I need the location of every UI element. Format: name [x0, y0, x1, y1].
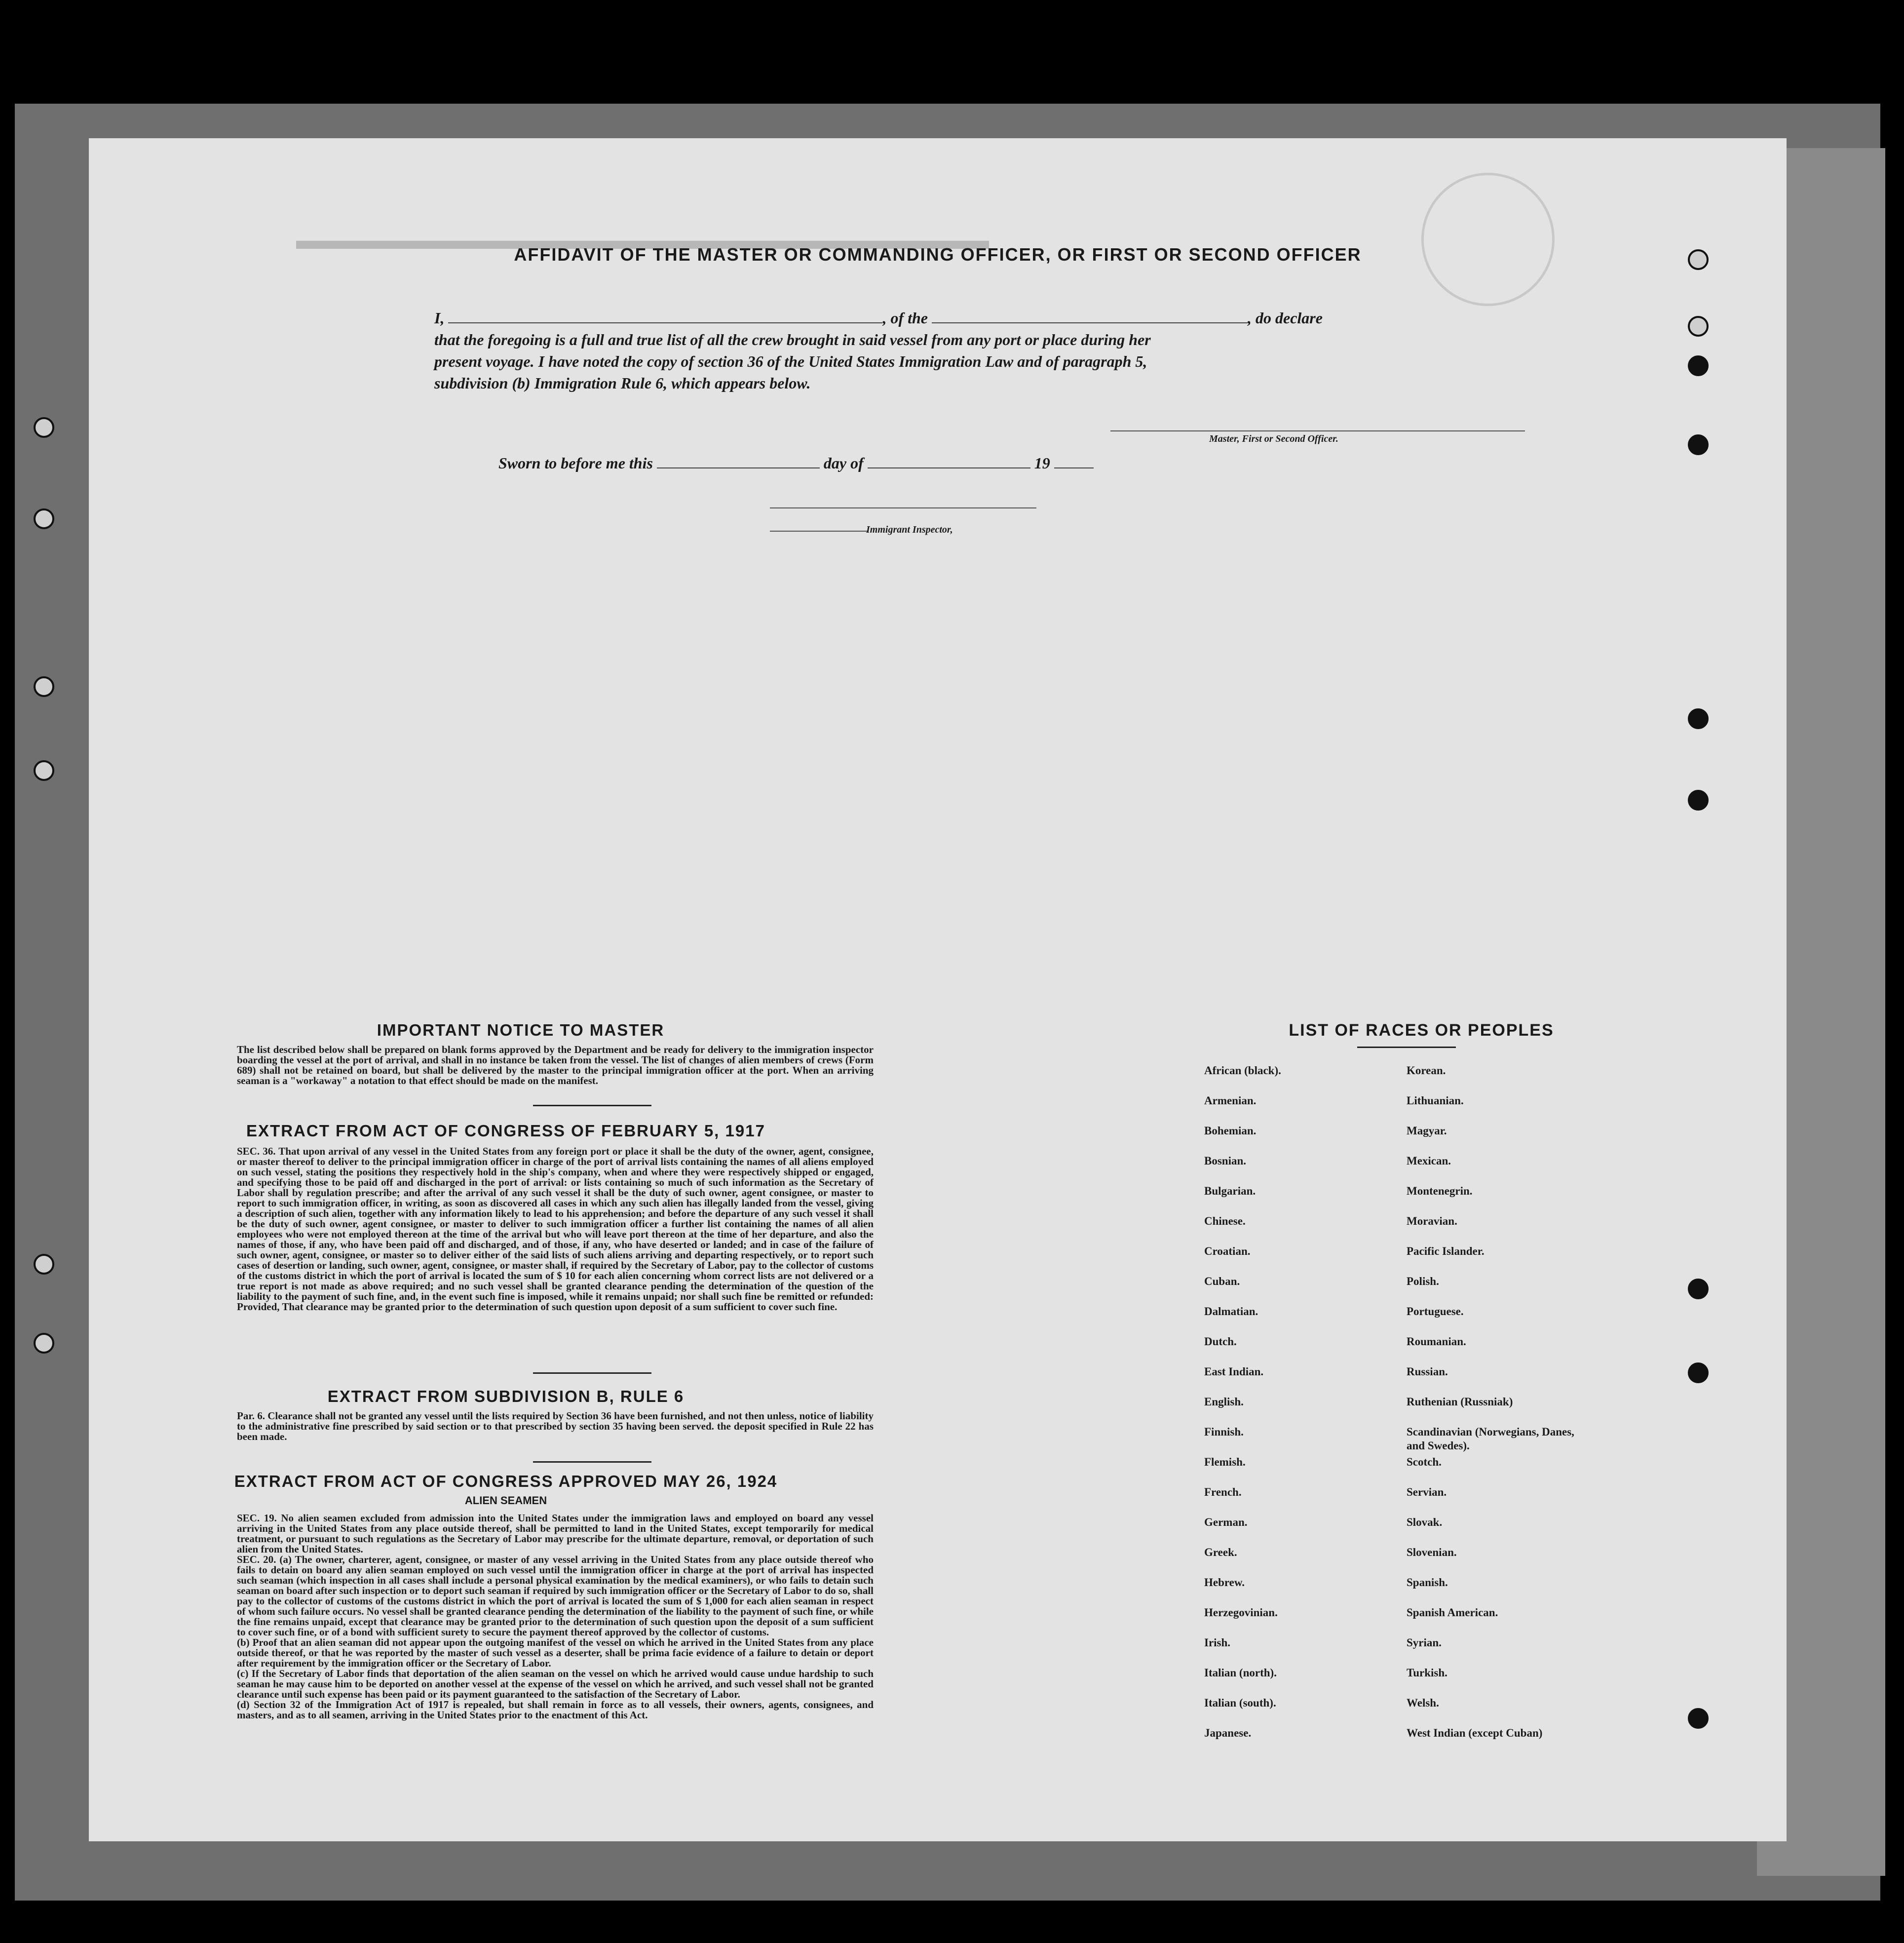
race-item: Russian. — [1407, 1365, 1448, 1378]
sworn-text: Sworn to before me this — [498, 454, 653, 472]
punch-hole — [1688, 708, 1709, 729]
race-item: Scandinavian (Norwegians, Danes, and Swedes). — [1407, 1426, 1574, 1452]
punch-hole — [1688, 434, 1709, 455]
act-1917-body: SEC. 36. That upon arrival of any vessel in the United States from any foreign port or place it shall be the duty of the owner, agent, consignee, or master thereof to deliver to the principal immigration officer in charge of the port of arrival lists containing the names of all aliens employed on such vessel, stating the positions they respectively hold in the ship's company, when and where they were respectively shipped or engaged, and specifying those to be paid off and discharged in the port of arrival: or lists containing so much of such information as the Secretary of Labor shall by regulation prescribe; and after the arrival of any such vessel it shall be the duty of such owner, agent consignee, or master to report to such immigration officer, in writing, as soon as discovered all cases in which any such alien has illegally landed from the vessel, giving a description of such alien, together with any information likely to lead to his apprehension; and before the departure of any such vessel it shall be the duty of such owner, agent consignee, or master to deliver to such immigration officer a further list containing the names of all alien employees who were not employed thereon at the time of the arrival but who will leave port thereon at the time of her departure, and also the names of those, if any, who have been paid off and discharged, and of those, if any, who have deserted or landed; and in case of the failure of such owner, agent, consignee, or master so to deliver either of the said lists of such aliens arriving and departing respectively, or to report such cases of desertion or landing, such owner, agent, consignee, or master shall, if required by the Secretary of Labor, pay to the collector of customs of the customs district in which the port of arrival is located the sum of $ 10 for each alien concerning whom correct lists are not delivered or a true report is not made as above required; and no such vessel shall be granted clearance pending the determination of the question of the liability to the payment of such fine, and, in the event such fine is imposed, while it remains unpaid; nor shall such fine be remitted or refunded: Provided, That clearance may be granted prior to the determination of such question upon deposit of a sum sufficient to cover such fine. — [237, 1145, 874, 1313]
race-item: French. — [1204, 1486, 1242, 1498]
races-column-2 — [1407, 1064, 1594, 1756]
race-item: Servian. — [1407, 1486, 1447, 1498]
race-item: Slovak. — [1407, 1516, 1443, 1528]
punch-hole — [1688, 355, 1709, 376]
act-1924-subtitle: ALIEN SEAMEN — [464, 1494, 547, 1507]
race-item: Hebrew. — [1204, 1576, 1245, 1589]
affidavit-line-4: subdivision (b) Immigration Rule 6, which appears below. — [434, 374, 811, 392]
act-1924-sec-19: SEC. 19. No alien seamen excluded from admission into the United States under the immigration laws and employed on board any vessel arriving in the United States from any place outside thereof, shall be permitted to land in the United States, except temporarily for medical treatment, or pursuant to such regulations as the Secretary of Labor may prescribe for the ultimate departure, removal, or deportation of such alien from the United States. — [237, 1512, 874, 1555]
binding-hole — [34, 760, 54, 781]
affidavit-i: I, — [434, 309, 445, 327]
race-item: Scotch. — [1407, 1456, 1442, 1468]
binding-hole — [34, 508, 54, 529]
act-1924-sec-20d: (d) Section 32 of the Immigration Act of 1917 is repealed, but shall remain in force as to all vessels, their owners, agents, consignees, and masters, and as to all seamen, arriving in the United States prior to the enactment of this Act. — [237, 1699, 874, 1721]
master-caption: Master, First or Second Officer. — [1209, 433, 1338, 444]
inspector-signature-line[interactable] — [770, 507, 1036, 508]
vessel-name-blank[interactable] — [932, 309, 1248, 323]
affidavit-declaration-line — [434, 307, 1461, 329]
punch-hole — [1688, 790, 1709, 811]
divider — [533, 1105, 651, 1106]
sworn-line — [498, 452, 1239, 474]
binding-hole — [34, 417, 54, 438]
race-item: Mexican. — [1407, 1155, 1451, 1167]
act-1917-title: EXTRACT FROM ACT OF CONGRESS OF FEBRUARY 5, 1917 — [246, 1122, 765, 1140]
inspector-caption: Immigrant Inspector, — [866, 524, 953, 535]
divider — [533, 1461, 651, 1463]
punch-hole — [1688, 249, 1709, 270]
sworn-year-blank[interactable] — [1054, 454, 1094, 468]
race-item: Welsh. — [1407, 1697, 1439, 1709]
sworn-month-blank[interactable] — [868, 454, 1030, 468]
punch-hole — [1688, 1708, 1709, 1729]
race-item: Montenegrin. — [1407, 1185, 1473, 1197]
races-divider — [1357, 1047, 1456, 1048]
rule-6-title: EXTRACT FROM SUBDIVISION B, RULE 6 — [327, 1387, 685, 1405]
race-item: Pacific Islander. — [1407, 1245, 1485, 1257]
race-item: African (black). — [1204, 1064, 1281, 1077]
binding-hole — [34, 676, 54, 697]
race-item: Italian (north). — [1204, 1667, 1277, 1679]
race-item: Italian (south). — [1204, 1697, 1276, 1709]
race-item: Moravian. — [1407, 1215, 1457, 1227]
punch-hole — [1688, 316, 1709, 337]
race-item: Portuguese. — [1407, 1305, 1464, 1318]
race-item: Flemish. — [1204, 1456, 1246, 1468]
affidavit-line-2: that the foregoing is a full and true list of all the crew brought in said vessel from any port or place during her — [434, 331, 1151, 349]
race-item: Lithuanian. — [1407, 1094, 1464, 1107]
race-item: Cuban. — [1204, 1275, 1240, 1287]
race-item: Korean. — [1407, 1064, 1446, 1077]
race-item: Syrian. — [1407, 1636, 1442, 1649]
sworn-day-blank[interactable] — [657, 454, 820, 468]
race-item: Greek. — [1204, 1546, 1237, 1558]
punch-hole — [1688, 1362, 1709, 1383]
race-item: Roumanian. — [1407, 1335, 1466, 1348]
bleed-through-text: ▬▬▬▬▬▬▬▬▬▬▬▬▬▬▬▬▬▬▬▬▬▬▬▬▬▬ — [296, 225, 989, 255]
affidavit-of-the: , of the — [882, 309, 928, 327]
race-item: Polish. — [1407, 1275, 1439, 1287]
race-item: East Indian. — [1204, 1365, 1264, 1378]
act-1924-sec-20c: (c) If the Secretary of Labor finds that deportation of the alien seaman on the vessel on which he arrived would cause undue hardship to such seaman he may cause him to be deported on another vessel at the expense of the vessel on which he arrived, and such vessel shall not be granted clearance until such expense has been paid or its payment guaranteed to the satisfaction of the Secretary of Labor. — [237, 1668, 874, 1700]
rule-6-body: Par. 6. Clearance shall not be granted any vessel until the lists required by Section 36 have been furnished, and not then unless, notice of liability to the administrative fine prescribed by said section or to that prescribed by section 35 having been served. the deposit specified in Rule 22 has been made. — [237, 1410, 874, 1442]
punch-hole — [1688, 1279, 1709, 1299]
race-item: Bohemian. — [1204, 1125, 1257, 1137]
race-item: Armenian. — [1204, 1094, 1257, 1107]
act-1924-title: EXTRACT FROM ACT OF CONGRESS APPROVED MAY 26, 1924 — [234, 1472, 778, 1490]
sworn-day-of: day of — [823, 454, 864, 472]
race-item: Bulgarian. — [1204, 1185, 1256, 1197]
document-page — [89, 138, 1787, 1841]
race-item: Japanese. — [1204, 1727, 1252, 1739]
race-item: Slovenian. — [1407, 1546, 1457, 1558]
race-item: German. — [1204, 1516, 1248, 1528]
act-1924-body — [237, 1513, 874, 1720]
affidavit-title: AFFIDAVIT OF THE MASTER OR COMMANDING OFFICER, OR FIRST OR SECOND OFFICER — [514, 244, 1362, 265]
affidavit-do-declare: , do declare — [1248, 309, 1323, 327]
races-title: LIST OF RACES OR PEOPLES — [1289, 1021, 1554, 1040]
notice-title: IMPORTANT NOTICE TO MASTER — [377, 1021, 665, 1039]
race-item: Dalmatian. — [1204, 1305, 1258, 1318]
race-item: Croatian. — [1204, 1245, 1251, 1257]
master-name-blank[interactable] — [448, 309, 882, 323]
notice-body: The list described below shall be prepared on blank forms approved by the Department and be ready for delivery to the immigration inspector boarding the vessel at the port of arrival, and shall in no instance be taken from the vessel. The list of changes of alien members of crews (Form 689) shall not be retained on board, but shall be delivered by the master to the principal immigration officer at the port. When an arriving seaman is a "workaway" a notation to that effect should be made on the manifest. — [237, 1044, 874, 1087]
seal-stamp — [1421, 173, 1555, 306]
race-item: Spanish. — [1407, 1576, 1448, 1589]
race-item: Dutch. — [1204, 1335, 1237, 1348]
master-signature-line[interactable] — [1110, 430, 1525, 431]
race-item: Finnish. — [1204, 1426, 1244, 1438]
divider — [533, 1372, 651, 1374]
race-item: West Indian (except Cuban) — [1407, 1727, 1543, 1739]
race-item: Bosnian. — [1204, 1155, 1247, 1167]
race-item: English. — [1204, 1396, 1244, 1408]
inspector-caption-line — [770, 531, 869, 532]
races-column-1 — [1204, 1064, 1392, 1756]
race-item: Turkish. — [1407, 1667, 1447, 1679]
race-item: Chinese. — [1204, 1215, 1246, 1227]
race-item: Magyar. — [1407, 1125, 1447, 1137]
binding-hole — [34, 1254, 54, 1275]
act-1924-sec-20a: SEC. 20. (a) The owner, charterer, agent, consignee, or master of any vessel arriving in the United States from any place outside thereof who fails to detain on board any alien seaman employed on such vessel until the immigration officer in charge at the port of arrival has inspected such seaman (which inspection in all cases shall include a personal physical examination by the medical examiners), or who fails to detain such seaman on board after such inspection or to deport such seaman if required by such immigration officer or the Secretary of Labor to do so, shall pay to the collector of customs of the customs district in which the port of arrival is located the sum of $ 1,000 for each alien seaman in respect of whom such failure occurs. No vessel shall be granted clearance pending the determination of the liability to the payment of such fine, or while the fine remains unpaid, except that clearance may be granted prior to the determination of such question upon the deposit of a sum sufficient to cover such fine, or of a bond with sufficient surety to secure the payment thereof approved by the collector of customs. — [237, 1554, 874, 1638]
sworn-year-prefix: 19 — [1034, 454, 1050, 472]
race-item: Herzegovinian. — [1204, 1606, 1278, 1619]
binding-hole — [34, 1333, 54, 1354]
affidavit-line-3: present voyage. I have noted the copy of section 36 of the United States Immigration Law and of paragraph 5, — [434, 352, 1147, 370]
race-item: Spanish American. — [1407, 1606, 1498, 1619]
act-1924-sec-20b: (b) Proof that an alien seaman did not appear upon the outgoing manifest of the vessel on which he arrived in the United States from any place outside thereof, or that he was reported by the master of such vessel as a deserter, shall be prima facie evidence of a failure to detain or deport after requirement by the immigration officer or the Secretary of Labor. — [237, 1636, 874, 1669]
race-item: Irish. — [1204, 1636, 1231, 1649]
race-item: Ruthenian (Russniak) — [1407, 1396, 1513, 1408]
